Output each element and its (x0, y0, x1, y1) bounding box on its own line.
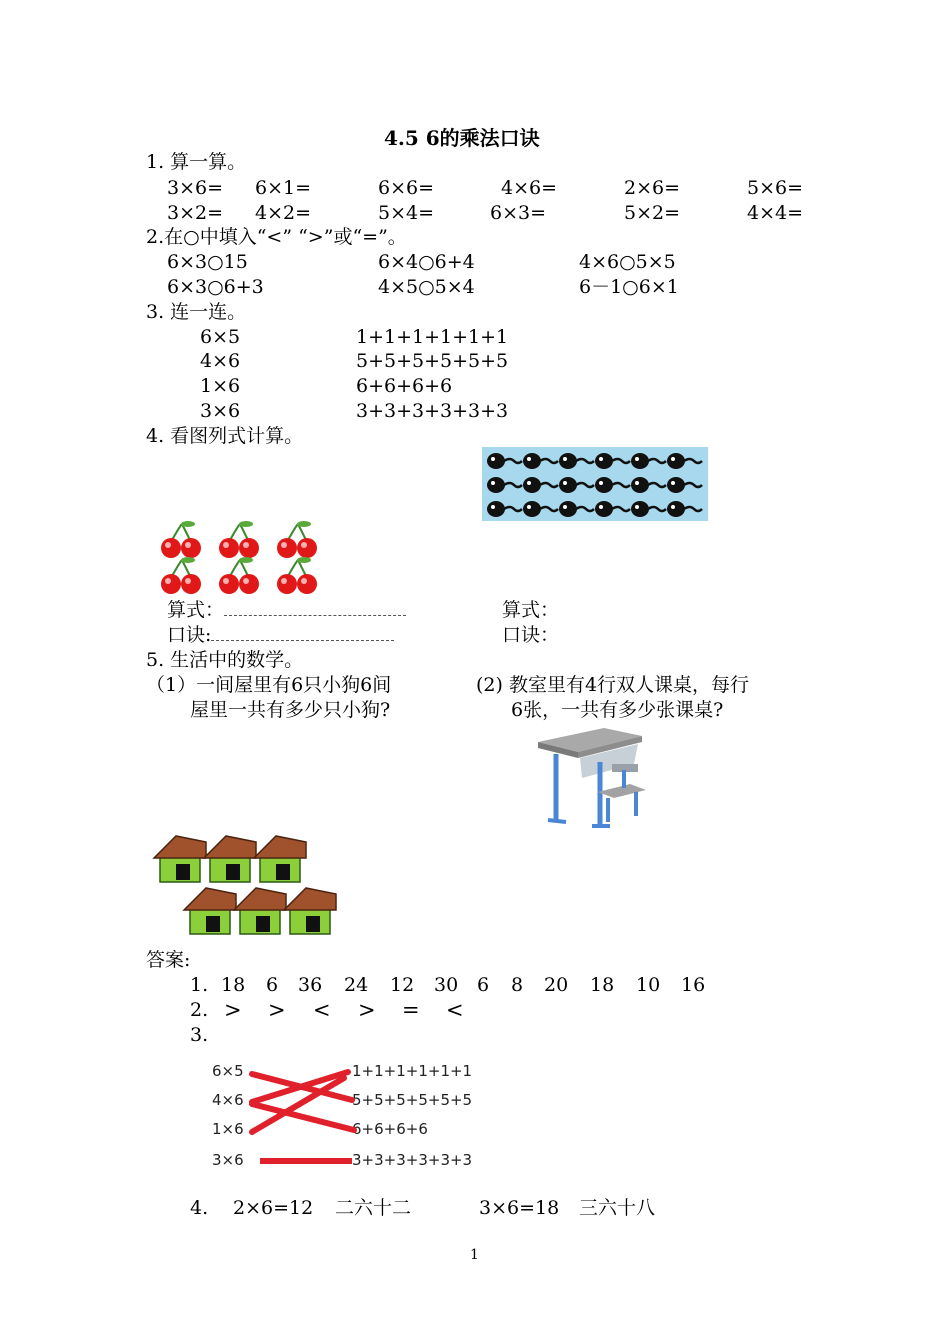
q3-heading: 3. 连一连。 (146, 301, 247, 323)
answer-4-formula-1: 2×6=12 (233, 1197, 314, 1219)
q3-left-item: 4×6 (200, 350, 241, 372)
q1-heading: 1. 算一算。 (146, 151, 247, 173)
answer-2-number: 2. (190, 999, 209, 1021)
answer-1-value: 18 (221, 974, 246, 996)
answer-3-number: 3. (190, 1024, 209, 1046)
rhyme-label: 口诀: (167, 624, 212, 646)
cherry-pair-icon (277, 521, 317, 558)
rhyme-line-1 (167, 623, 394, 647)
answer-4-rhyme-2: 三六十八 (579, 1197, 656, 1219)
q3-right-item: 6+6+6+6 (356, 375, 453, 397)
desk-foot (548, 820, 566, 822)
page-number: 1 (470, 1247, 479, 1263)
house-icon (204, 836, 256, 882)
formula-line-1 (167, 598, 406, 622)
answer-2-value: = (402, 998, 420, 1022)
page-title: 4.5 6的乘法口诀 (384, 126, 540, 150)
a3-right-item: 1+1+1+1+1+1 (352, 1062, 473, 1080)
a3-left-item: 4×6 (212, 1091, 244, 1109)
answer-4-rhyme-1: 二六十二 (335, 1197, 412, 1219)
q1-item: 5×6= (747, 177, 804, 199)
q5-problem-2-line1: (2) 教室里有4行双人课桌，每行 (476, 674, 750, 696)
answer-blank[interactable] (211, 624, 394, 641)
q2-item: 6×4○6+4 (378, 251, 475, 273)
q1-item: 5×2= (624, 202, 681, 224)
answer-4-number: 4. (190, 1197, 209, 1219)
a3-right-item: 6+6+6+6 (352, 1120, 428, 1138)
answer-1-value: 24 (344, 974, 369, 996)
answer-blank[interactable] (224, 599, 406, 616)
answer-2-value: > (268, 998, 286, 1022)
q2-item: 6×3○15 (167, 251, 248, 273)
q3-right-item: 3+3+3+3+3+3 (356, 400, 509, 422)
a3-left-item: 1×6 (212, 1120, 244, 1138)
tadpole-picture (482, 447, 708, 521)
q2-item: 6×3○6+3 (167, 276, 264, 298)
answer-2-value: > (358, 998, 376, 1022)
q1-item: 6×6= (378, 177, 435, 199)
q2-heading: 2.在○中填入“<” “>”或“=”。 (146, 226, 407, 248)
q1-item: 3×2= (167, 202, 224, 224)
answer-2-value: > (224, 998, 242, 1022)
q1-item: 2×6= (624, 177, 681, 199)
a3-lines (210, 1060, 480, 1172)
cherry-pair-icon (161, 521, 201, 558)
q2-item: 4×5○5×4 (378, 276, 475, 298)
q5-problem-2-line2: 6张，一共有多少张课桌? (511, 699, 724, 721)
house-icon (184, 888, 236, 934)
answer-1-value: 12 (390, 974, 415, 996)
q1-item: 6×1= (255, 177, 312, 199)
desk-picture (534, 722, 654, 830)
q3-left-item: 3×6 (200, 400, 241, 422)
q2-item: 4×6○5×5 (579, 251, 676, 273)
house-icon (284, 888, 336, 934)
house-icon (234, 888, 286, 934)
answer-2-value: < (446, 998, 464, 1022)
answer-3-diagram (210, 1060, 480, 1172)
q3-left-item: 1×6 (200, 375, 241, 397)
answer-1-value: 20 (544, 974, 569, 996)
formula-label-2: 算式： (502, 599, 560, 621)
q3-right-item: 5+5+5+5+5+5 (356, 350, 509, 372)
houses-picture (154, 834, 338, 938)
answer-1-value: 16 (681, 974, 706, 996)
a3-left-item: 6×5 (212, 1062, 244, 1080)
q5-heading: 5. 生活中的数学。 (146, 649, 304, 671)
a3-left-item: 3×6 (212, 1151, 244, 1169)
rhyme-label-2: 口诀： (502, 624, 560, 646)
q3-left-item: 6×5 (200, 326, 241, 348)
answer-1-value: 6 (477, 974, 490, 996)
q4-heading: 4. 看图列式计算。 (146, 425, 304, 447)
cherry-pair-icon (219, 557, 259, 594)
cherry-picture (156, 516, 322, 592)
q5-problem-1-line2: 屋里一共有多少只小狗? (190, 699, 391, 721)
house-icon (254, 836, 306, 882)
answer-1-value: 6 (266, 974, 279, 996)
answer-2-value: < (313, 998, 331, 1022)
answer-1-value: 36 (298, 974, 323, 996)
q5-problem-1-line1: （1）一间屋里有6只小狗6间 (146, 674, 392, 696)
answer-1-value: 10 (636, 974, 661, 996)
cherry-pair-icon (219, 521, 259, 558)
cherry-pair-icon (161, 557, 201, 594)
q1-item: 5×4= (378, 202, 435, 224)
q1-item: 4×6= (501, 177, 558, 199)
answer-1-value: 18 (590, 974, 615, 996)
q1-item: 3×6= (167, 177, 224, 199)
q3-right-item: 1+1+1+1+1+1 (356, 326, 509, 348)
answer-1-value: 8 (511, 974, 524, 996)
house-icon (154, 836, 206, 882)
q2-item: 6－1○6×1 (579, 276, 679, 298)
formula-label: 算式： (167, 599, 225, 621)
q1-item: 6×3= (490, 202, 547, 224)
q1-item: 4×4= (747, 202, 804, 224)
answer-4-formula-2: 3×6=18 (479, 1197, 560, 1219)
cherry-pair-icon (277, 557, 317, 594)
answer-1-value: 30 (434, 974, 459, 996)
q1-item: 4×2= (255, 202, 312, 224)
a3-right-item: 5+5+5+5+5+5 (352, 1091, 473, 1109)
answers-heading: 答案: (146, 949, 191, 971)
a3-right-item: 3+3+3+3+3+3 (352, 1151, 473, 1169)
answer-1-number: 1. (190, 974, 209, 996)
